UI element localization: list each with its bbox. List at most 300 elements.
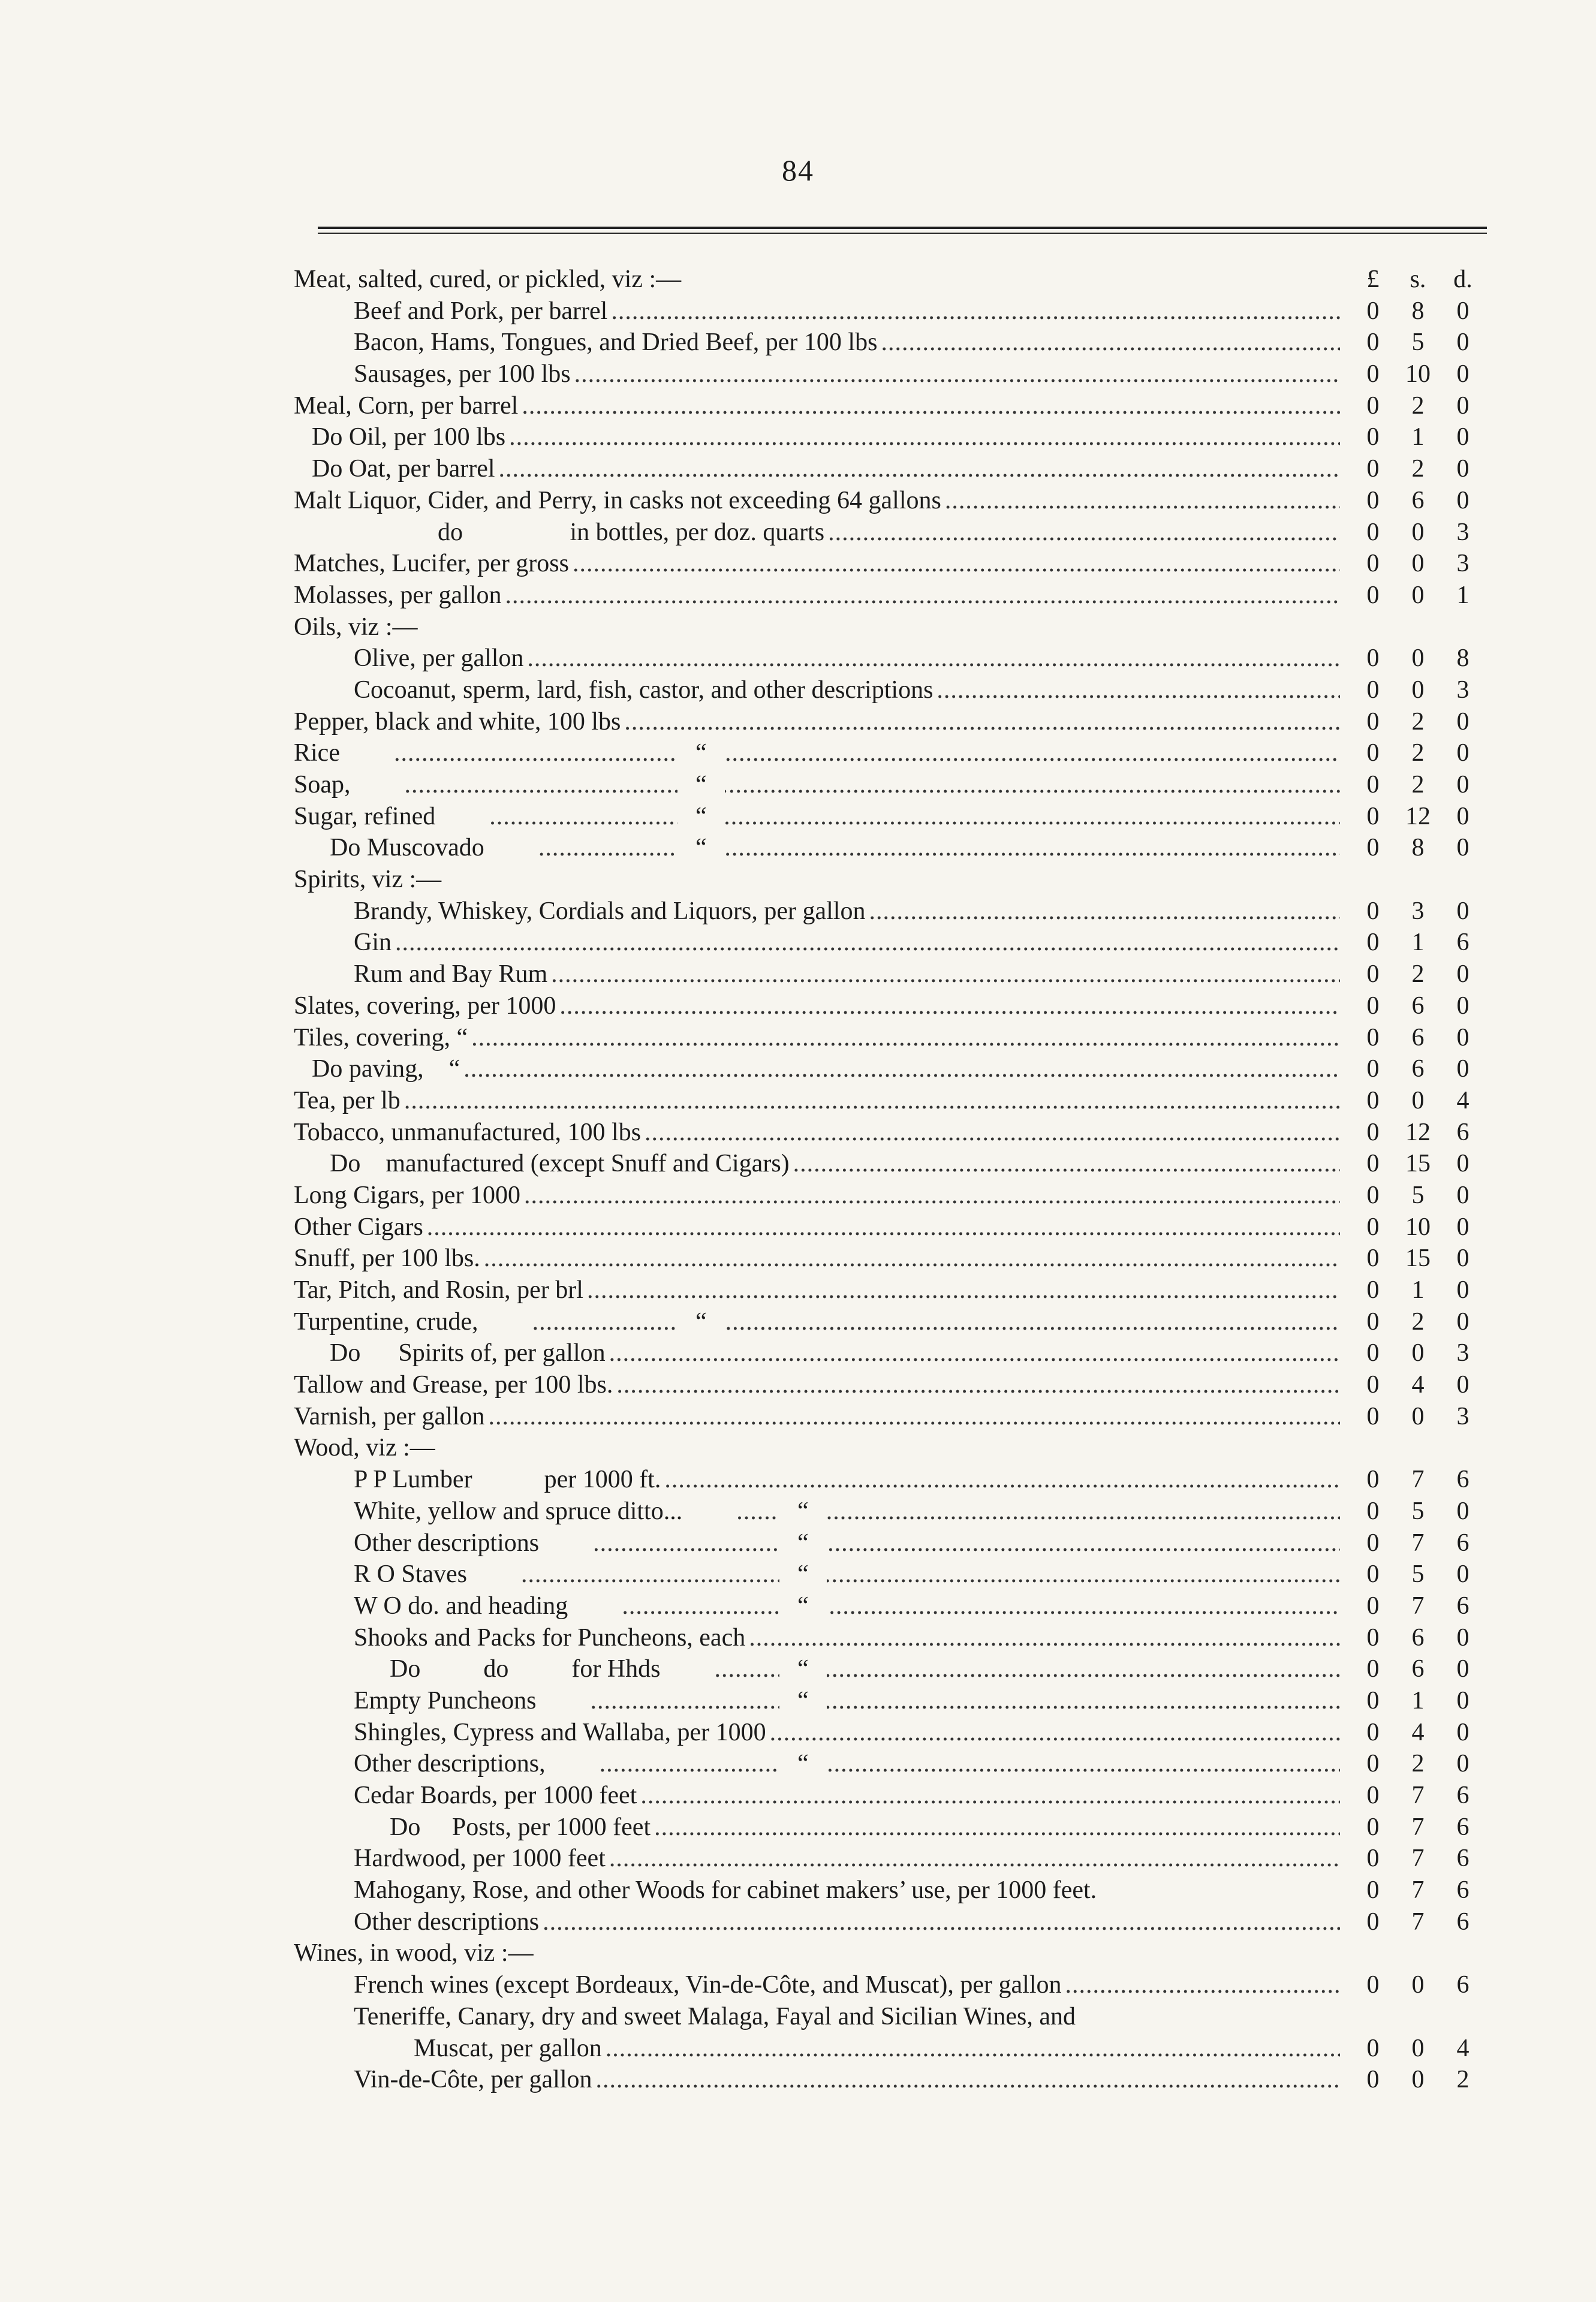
pence-value: 0 <box>1456 423 1469 451</box>
item-label: Spirits, viz :— <box>294 866 442 894</box>
item-description <box>354 1527 1340 1559</box>
ditto-mark: “ <box>779 1527 827 1559</box>
pence-value: 0 <box>1456 802 1469 830</box>
shillings-value: 0 <box>1411 1339 1425 1367</box>
shillings-value: 0 <box>1411 1971 1425 1999</box>
pence-value: 0 <box>1456 1023 1469 1051</box>
shillings-value: 1 <box>1411 423 1425 451</box>
pence-value: 6 <box>1456 1971 1469 1999</box>
tariff-row <box>294 517 1493 549</box>
item-description <box>354 1875 1340 1906</box>
shillings-value: 6 <box>1411 1055 1425 1083</box>
pence-value: 6 <box>1456 1529 1469 1557</box>
item-label: Matches, Lucifer, per gross <box>294 550 569 578</box>
pence-value: 0 <box>1456 1371 1469 1399</box>
tariff-row <box>294 264 1493 296</box>
shillings-value: 0 <box>1411 518 1425 546</box>
tariff-row <box>294 1969 1493 2001</box>
tariff-row <box>294 737 1493 769</box>
item-description <box>294 1180 1340 1212</box>
pounds-value: 0 <box>1366 1971 1380 1999</box>
item-label: Shooks and Packs for Puncheons, each <box>354 1623 746 1652</box>
pence-value: 0 <box>1456 707 1469 736</box>
item-label: Rice <box>294 739 340 767</box>
tariff-row <box>294 1496 1493 1527</box>
ditto-mark: “ <box>779 1685 827 1717</box>
pounds-value: 0 <box>1366 360 1380 388</box>
pounds-value: 0 <box>1366 1782 1380 1809</box>
shillings-value: 4 <box>1411 1371 1425 1399</box>
shillings-value: 1 <box>1411 1686 1425 1715</box>
pence-value: 0 <box>1456 1150 1469 1178</box>
tariff-row <box>294 2064 1493 2096</box>
ditto-mark: “ <box>779 1559 827 1590</box>
shillings-value: 2 <box>1411 391 1425 420</box>
dot-leader <box>499 453 1340 485</box>
dot-leader <box>936 674 1340 706</box>
pence-value: 0 <box>1456 739 1469 767</box>
item-description <box>354 1496 1340 1527</box>
dot-leader <box>573 548 1340 580</box>
dot-leader <box>622 1590 1340 1622</box>
tariff-row <box>294 1875 1493 1906</box>
shillings-value: 7 <box>1411 1845 1425 1873</box>
dot-leader <box>521 1559 1340 1590</box>
shillings-value: 12 <box>1405 1118 1431 1146</box>
pence-value: 0 <box>1456 1655 1469 1683</box>
tariff-row <box>294 1622 1493 1654</box>
tariff-row <box>294 1022 1493 1054</box>
item-description <box>294 1369 1340 1401</box>
item-description <box>354 2064 1340 2096</box>
pounds-value: 0 <box>1366 929 1380 957</box>
item-label: Tallow and Grease, per 100 lbs. <box>294 1371 613 1399</box>
tariff-row <box>294 1559 1493 1590</box>
pence-value: 6 <box>1456 1782 1469 1809</box>
pence-value: 0 <box>1456 1560 1469 1589</box>
item-description <box>354 959 1340 990</box>
item-description <box>294 1243 1340 1274</box>
item-description <box>294 1212 1340 1243</box>
tariff-row <box>294 1938 1493 1969</box>
item-label: Cedar Boards, per 1000 feet <box>354 1782 637 1809</box>
page-number: 84 <box>782 153 814 187</box>
item-label: Do Spirits of, per gallon <box>330 1339 606 1367</box>
pence-value: 4 <box>1456 2034 1469 2062</box>
tariff-row <box>294 1812 1493 1843</box>
pence-value <box>1445 1432 1481 1464</box>
item-label: Do Oat, per barrel <box>312 455 495 483</box>
item-description <box>294 264 1340 296</box>
pence-value: 0 <box>1456 1623 1469 1652</box>
dot-leader <box>654 1812 1340 1843</box>
tariff-row <box>294 1843 1493 1875</box>
ditto-mark: “ <box>677 737 725 769</box>
shillings-value: 7 <box>1411 1813 1425 1841</box>
pounds-value: 0 <box>1366 329 1380 357</box>
dot-leader <box>538 832 1340 864</box>
pence-value: 4 <box>1456 1086 1469 1114</box>
item-label: R O Staves <box>354 1560 467 1589</box>
pence-value: 0 <box>1456 455 1469 483</box>
item-label: Do Muscovado <box>330 834 484 862</box>
item-label: Sugar, refined <box>294 802 436 830</box>
dot-leader <box>664 1464 1340 1496</box>
shillings-value: 0 <box>1411 1086 1425 1114</box>
pence-value: 3 <box>1456 1402 1469 1430</box>
pence-value: 0 <box>1456 1276 1469 1304</box>
item-label: Tobacco, unmanufactured, 100 lbs <box>294 1118 642 1146</box>
item-label: Snuff, per 100 lbs. <box>294 1245 480 1273</box>
ditto-mark: “ <box>677 769 725 801</box>
pounds-value: 0 <box>1366 391 1380 420</box>
dot-leader <box>484 1243 1340 1274</box>
pounds-value: 0 <box>1366 1655 1380 1683</box>
dot-leader <box>793 1148 1340 1180</box>
tariff-row <box>294 1243 1493 1274</box>
shillings-value <box>1400 611 1436 643</box>
item-label: Varnish, per gallon <box>294 1402 485 1430</box>
item-label: Do Posts, per 1000 feet <box>390 1813 651 1841</box>
shillings-value: 2 <box>1411 739 1425 767</box>
item-label: Molasses, per gallon <box>294 581 502 609</box>
tariff-row <box>294 1369 1493 1401</box>
tariff-row <box>294 832 1493 864</box>
item-description <box>294 990 1340 1022</box>
dot-leader <box>869 896 1340 927</box>
dot-leader <box>1065 1969 1340 2001</box>
pounds-value: 0 <box>1366 1402 1380 1430</box>
item-description <box>354 2001 1340 2033</box>
tariff-row <box>294 801 1493 833</box>
tariff-row <box>294 1337 1493 1369</box>
item-label: Malt Liquor, Cider, and Perry, in casks not exceeding 64 gallons <box>294 486 941 514</box>
shillings-value: 2 <box>1411 455 1425 483</box>
pounds-value <box>1355 864 1391 896</box>
shillings-value <box>1400 864 1436 896</box>
dot-leader <box>522 390 1340 422</box>
dot-leader <box>489 801 1340 833</box>
shillings-value: 6 <box>1411 1655 1425 1683</box>
pence-value: 0 <box>1456 297 1469 325</box>
pence-value <box>1445 611 1481 643</box>
item-description <box>438 517 1340 549</box>
shillings-header: s. <box>1410 266 1426 293</box>
pence-value: 1 <box>1456 581 1469 609</box>
pounds-value: 0 <box>1366 644 1380 673</box>
pence-value: 2 <box>1456 2066 1469 2094</box>
dot-leader <box>524 1180 1340 1212</box>
item-description <box>354 674 1340 706</box>
item-label: Beef and Pork, per barrel <box>354 297 608 325</box>
pence-value: 0 <box>1456 329 1469 357</box>
tariff-row <box>294 580 1493 611</box>
tariff-row <box>294 611 1493 643</box>
pence-value: 0 <box>1456 1213 1469 1241</box>
pounds-value: 0 <box>1366 1813 1380 1841</box>
item-label: P P Lumber <box>354 1466 472 1494</box>
pounds-value: 0 <box>1366 1339 1380 1367</box>
pounds-value: 0 <box>1366 1686 1380 1715</box>
shillings-value: 0 <box>1411 2034 1425 2062</box>
pence-header: d. <box>1453 266 1472 293</box>
pounds-value: 0 <box>1366 1118 1380 1146</box>
item-description <box>294 706 1340 738</box>
dot-leader <box>596 2064 1340 2096</box>
item-label: Rum and Bay Rum <box>354 960 548 989</box>
tariff-row <box>294 1717 1493 1749</box>
dot-leader <box>559 990 1340 1022</box>
pounds-value: 0 <box>1366 897 1380 925</box>
item-description <box>354 643 1340 674</box>
tariff-row <box>294 706 1493 738</box>
tariff-row <box>294 1306 1493 1338</box>
item-label: do in bottles, per doz. quarts <box>438 518 825 546</box>
item-description <box>354 358 1340 390</box>
pence-value: 0 <box>1456 360 1469 388</box>
item-description <box>354 1622 1340 1654</box>
item-label: Tar, Pitch, and Rosin, per brl <box>294 1276 583 1304</box>
item-description <box>330 1337 1340 1369</box>
tariff-row <box>294 1653 1493 1685</box>
item-description <box>294 1432 1340 1464</box>
pounds-value: 0 <box>1366 1371 1380 1399</box>
ditto-mark: “ <box>677 832 725 864</box>
tariff-row <box>294 896 1493 927</box>
shillings-value <box>1400 1938 1436 1969</box>
dot-leader <box>505 580 1340 611</box>
item-description <box>312 1053 1340 1085</box>
shillings-value: 7 <box>1411 1466 1425 1494</box>
shillings-value: 2 <box>1411 771 1425 799</box>
shillings-value: 7 <box>1411 1876 1425 1905</box>
pence-value: 0 <box>1456 1497 1469 1525</box>
tariff-row <box>294 864 1493 896</box>
shillings-value: 0 <box>1411 676 1425 704</box>
pounds-value: 0 <box>1366 1560 1380 1589</box>
unit-label: per 1000 ft. <box>544 1466 661 1494</box>
tariff-row <box>294 548 1493 580</box>
tariff-row <box>294 453 1493 485</box>
pence-value: 0 <box>1456 1181 1469 1209</box>
pence-value: 0 <box>1456 1718 1469 1746</box>
item-description <box>330 832 1340 864</box>
tariff-row <box>294 1527 1493 1559</box>
shillings-value: 0 <box>1411 2066 1425 2094</box>
pence-value: 0 <box>1456 391 1469 420</box>
ditto-mark: “ <box>779 1653 827 1685</box>
item-label: Olive, per gallon <box>354 644 524 673</box>
dot-leader <box>532 1306 1340 1338</box>
ditto-mark: “ <box>779 1748 827 1780</box>
item-description <box>354 1748 1340 1780</box>
item-description <box>354 1464 1340 1496</box>
item-label: Hardwood, per 1000 feet <box>354 1845 606 1873</box>
pounds-value: 0 <box>1366 1023 1380 1051</box>
dot-leader <box>488 1401 1340 1433</box>
item-description <box>354 296 1340 327</box>
dot-leader <box>471 1022 1340 1054</box>
pounds-value: 0 <box>1366 1529 1380 1557</box>
ditto-mark: “ <box>779 1496 827 1527</box>
dot-leader <box>427 1212 1340 1243</box>
item-label: Turpentine, crude, <box>294 1307 478 1336</box>
item-label: Vin-de-Côte, per gallon <box>354 2066 592 2094</box>
shillings-value: 0 <box>1411 644 1425 673</box>
item-label: Brandy, Whiskey, Cordials and Liquors, per gallon <box>354 897 866 925</box>
pence-value: 0 <box>1456 960 1469 989</box>
item-description <box>354 896 1340 927</box>
pence-value: 3 <box>1456 676 1469 704</box>
tariff-row <box>294 674 1493 706</box>
pence-value: 0 <box>1456 1055 1469 1083</box>
dot-leader <box>574 358 1340 390</box>
dot-leader <box>624 706 1340 738</box>
dot-leader <box>395 927 1340 959</box>
pounds-value: 0 <box>1366 550 1380 578</box>
shillings-value: 6 <box>1411 1623 1425 1652</box>
item-label: Cocoanut, sperm, lard, fish, castor, and other descriptions <box>354 676 933 704</box>
shillings-value <box>1400 1432 1436 1464</box>
pounds-value: 0 <box>1366 486 1380 514</box>
pounds-value: 0 <box>1366 1845 1380 1873</box>
ditto-mark: “ <box>677 801 725 833</box>
shillings-value: 1 <box>1411 1276 1425 1304</box>
item-label: Do Oil, per 100 lbs <box>312 423 506 451</box>
dot-leader <box>593 1527 1340 1559</box>
item-label: Do manufactured (except Snuff and Cigars) <box>330 1150 790 1178</box>
item-label: Slates, covering, per 1000 <box>294 992 556 1020</box>
dot-leader <box>609 1843 1340 1875</box>
item-label: Tea, per lb <box>294 1086 400 1114</box>
item-description <box>354 1780 1340 1812</box>
shillings-value: 5 <box>1411 1497 1425 1525</box>
tariff-row <box>294 1148 1493 1180</box>
pounds-value: 0 <box>1366 676 1380 704</box>
tariff-row <box>294 358 1493 390</box>
shillings-value: 15 <box>1405 1245 1431 1273</box>
pence-value <box>1445 1938 1481 1969</box>
tariff-row <box>294 390 1493 422</box>
shillings-value: 2 <box>1411 1750 1425 1778</box>
dot-leader <box>394 737 1340 769</box>
dot-leader <box>611 296 1340 327</box>
item-label: Sausages, per 100 lbs <box>354 360 571 388</box>
item-description <box>294 1401 1340 1433</box>
item-label: Gin <box>354 929 392 957</box>
tariff-row <box>294 1053 1493 1085</box>
shillings-value: 7 <box>1411 1908 1425 1936</box>
tariff-row <box>294 643 1493 674</box>
pence-value: 6 <box>1456 929 1469 957</box>
ditto-mark: “ <box>779 1590 827 1622</box>
item-label: Soap, <box>294 771 351 799</box>
pounds-value: 0 <box>1366 960 1380 989</box>
pounds-value: 0 <box>1366 1181 1380 1209</box>
tariff-row <box>294 1274 1493 1306</box>
item-label: White, yellow and spruce ditto... <box>354 1497 683 1525</box>
pounds-value <box>1355 2001 1391 2033</box>
tariff-row <box>294 1780 1493 1812</box>
pence-value: 6 <box>1456 1118 1469 1146</box>
item-description <box>294 390 1340 422</box>
shillings-value: 4 <box>1411 1718 1425 1746</box>
shillings-value: 2 <box>1411 707 1425 736</box>
pence-value: 6 <box>1456 1813 1469 1841</box>
pence-value: 0 <box>1456 1686 1469 1715</box>
dot-leader <box>463 1053 1340 1085</box>
pence-value <box>1445 864 1481 896</box>
pence-value: 0 <box>1456 486 1469 514</box>
shillings-value: 5 <box>1411 329 1425 357</box>
item-description <box>354 1590 1340 1622</box>
pence-value: 6 <box>1456 1876 1469 1905</box>
item-label: Oils, viz :— <box>294 613 418 641</box>
shillings-value: 7 <box>1411 1592 1425 1620</box>
shillings-value: 10 <box>1405 360 1431 388</box>
item-label: Do do for Hhds <box>390 1655 661 1683</box>
pounds-value: 0 <box>1366 707 1380 736</box>
dot-leader <box>736 1496 1340 1527</box>
tariff-row <box>294 1748 1493 1780</box>
shillings-value: 8 <box>1411 834 1425 862</box>
item-label: Other descriptions <box>354 1529 540 1557</box>
dot-leader <box>600 1748 1340 1780</box>
dot-leader <box>606 2033 1340 2065</box>
dot-leader <box>645 1117 1340 1149</box>
pounds-value: 0 <box>1366 1876 1380 1905</box>
item-description <box>414 2033 1340 2065</box>
pounds-value: 0 <box>1366 581 1380 609</box>
dot-leader <box>543 1906 1340 1938</box>
pounds-value: 0 <box>1366 2066 1380 2094</box>
shillings-value: 0 <box>1411 1402 1425 1430</box>
item-description <box>354 1717 1340 1749</box>
item-description <box>294 485 1340 517</box>
pounds-value: 0 <box>1366 1276 1380 1304</box>
tariff-row <box>294 769 1493 801</box>
item-label: Wood, viz :— <box>294 1434 435 1462</box>
pounds-value: 0 <box>1366 802 1380 830</box>
item-description <box>354 327 1340 358</box>
item-description <box>294 1022 1340 1054</box>
pounds-value: 0 <box>1366 834 1380 862</box>
pence-value: 6 <box>1456 1908 1469 1936</box>
item-description <box>294 737 1340 769</box>
item-description <box>294 611 1340 643</box>
item-description <box>330 1148 1340 1180</box>
tariff-row <box>294 927 1493 959</box>
dot-leader <box>945 485 1340 517</box>
tariff-row <box>294 1464 1493 1496</box>
dot-leader <box>749 1622 1340 1654</box>
item-description <box>354 1559 1340 1590</box>
pounds-value: 0 <box>1366 455 1380 483</box>
dot-leader <box>551 959 1340 990</box>
tariff-row <box>294 1180 1493 1212</box>
item-description <box>294 1117 1340 1149</box>
item-description <box>294 548 1340 580</box>
tariff-row <box>294 1117 1493 1149</box>
pence-value: 8 <box>1456 644 1469 673</box>
item-description <box>294 801 1340 833</box>
dot-leader <box>609 1337 1340 1369</box>
pence-value <box>1445 2001 1481 2033</box>
dot-leader <box>770 1717 1340 1749</box>
shillings-value: 2 <box>1411 1307 1425 1336</box>
dot-leader <box>881 327 1340 358</box>
pounds-value: 0 <box>1366 1245 1380 1273</box>
